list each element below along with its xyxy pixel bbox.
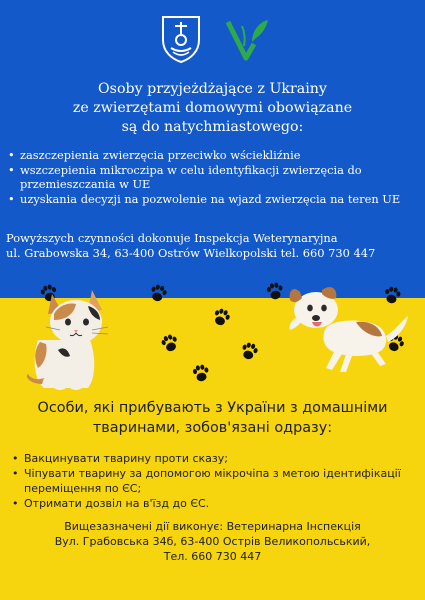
ukrainian-note-line: Вищезазначені дії виконує: Ветеринарна Інспекція <box>64 520 361 533</box>
ukrainian-heading-line: Особи, які прибувають з України з домашніми <box>37 400 388 416</box>
paw-print-icon <box>211 307 231 328</box>
polish-heading-line: ze zwierzętami domowymi obowiązane <box>72 100 353 116</box>
paw-print-icon <box>160 333 180 354</box>
polish-note-line: ul. Grabowska 34, 63-400 Ostrów Wielkopolski tel. 660 730 447 <box>6 245 376 260</box>
ukrainian-heading <box>0 398 425 438</box>
list-item: • uzyskania decyzji na pozwolenie na wjazd zwierzęcia na teren UE <box>8 192 420 207</box>
dog-illustration-icon <box>286 280 411 376</box>
ukrainian-note-line: Тел. 660 730 447 <box>163 550 262 563</box>
paw-print-icon <box>266 282 284 301</box>
polish-heading-line: są do natychmiastowego: <box>121 119 304 135</box>
ukrainian-contact-note <box>0 519 425 564</box>
cat-illustration-icon <box>18 280 118 392</box>
list-item: • Вакцинувати тварину проти сказу; <box>12 451 417 466</box>
list-item: • zaszczepienia zwierzęcia przeciwko wściekliźnie <box>8 148 420 163</box>
list-item: • Чіпувати тварину за допомогою мікрочіпа з метою ідентифікації переміщення по ЄС; <box>12 466 417 496</box>
paw-print-icon <box>240 341 259 361</box>
ukrainian-note-line: Вул. Грабовська 34б, 63-400 Острів Великопольський, <box>54 535 371 548</box>
paw-print-icon <box>192 364 210 383</box>
polish-heading-line: Osoby przyjeżdżające z Ukrainy <box>98 81 327 97</box>
list-item: • Отримати дозвіл на в'їзд до ЄС. <box>12 496 417 511</box>
paw-print-icon <box>149 283 168 303</box>
ukrainian-requirements-list <box>12 451 417 511</box>
ukrainian-heading-line: тваринами, зобов'язані одразу: <box>92 420 333 436</box>
list-item: • wszczepienia mikroczipa w celu identyfikacji zwierzęcia do przemieszczania w UE <box>8 163 420 192</box>
polish-note-line: Powyższych czynności dokonuje Inspekcja Weterynaryjna <box>6 231 338 245</box>
